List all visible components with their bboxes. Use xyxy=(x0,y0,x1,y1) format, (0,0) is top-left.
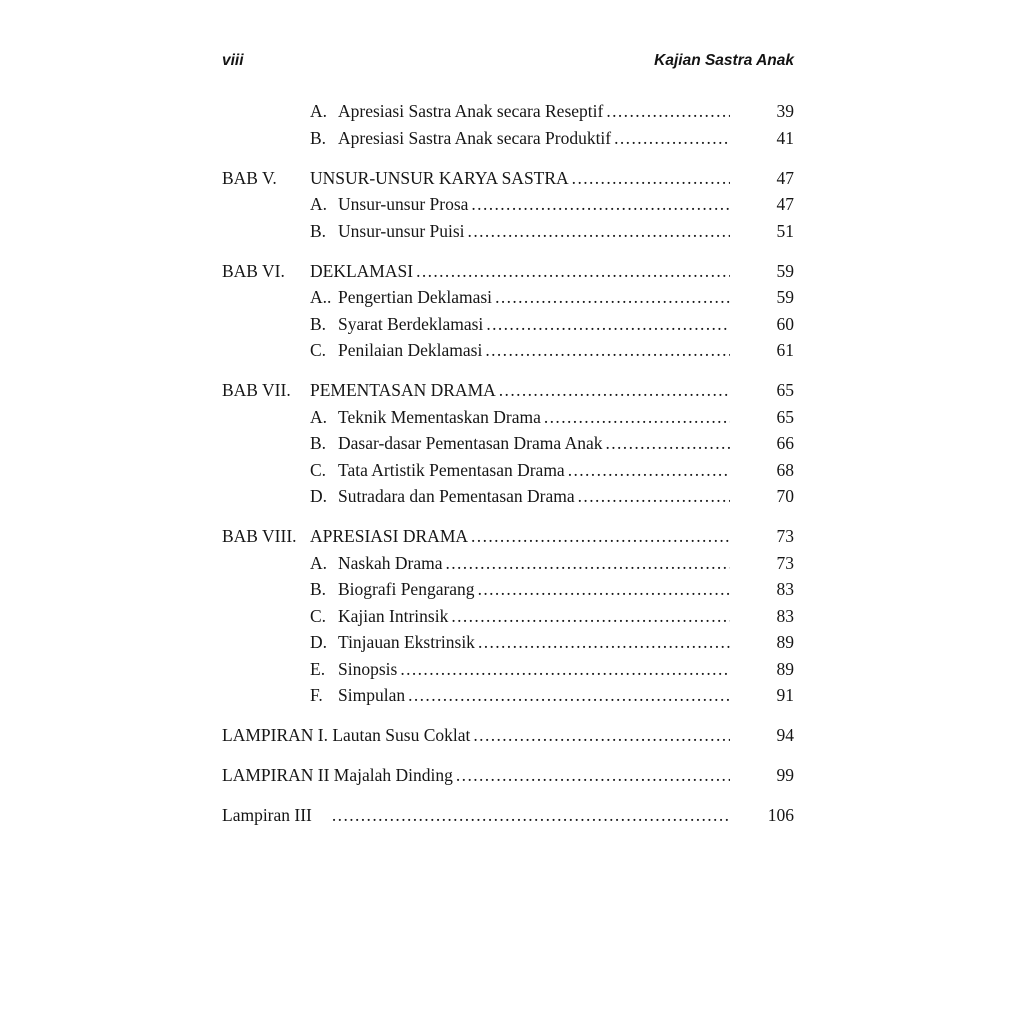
page-ref: 73 xyxy=(776,552,794,573)
page-ref: 99 xyxy=(776,765,794,785)
dot-leader xyxy=(468,218,730,245)
dot-leader xyxy=(495,284,730,311)
dot-leader xyxy=(478,629,730,656)
dot-leader xyxy=(499,377,730,404)
table-of-contents xyxy=(222,98,794,829)
entry-title: Syarat Berdeklamasi xyxy=(338,313,484,334)
toc-row xyxy=(222,191,794,218)
page-ref: 66 xyxy=(776,433,794,453)
toc-row xyxy=(222,483,794,510)
toc-group xyxy=(222,98,794,151)
toc-row xyxy=(222,550,794,577)
toc-row xyxy=(222,576,794,603)
entry-title: LAMPIRAN II Majalah Dinding xyxy=(222,765,453,785)
dot-leader xyxy=(606,98,730,125)
entry-title: DEKLAMASI xyxy=(310,260,414,281)
page-ref: 61 xyxy=(776,340,794,360)
item-letter: A. xyxy=(310,101,328,121)
dot-leader xyxy=(486,311,730,338)
item-letter: D. xyxy=(310,632,328,652)
item-letter: F. xyxy=(310,685,323,705)
entry-title: Dasar-dasar Pementasan Drama Anak xyxy=(338,433,603,453)
page-ref: 60 xyxy=(776,313,794,334)
dot-leader xyxy=(400,656,730,683)
chapter-label: BAB VIII. xyxy=(222,526,297,546)
toc-row xyxy=(222,311,794,338)
item-letter: B. xyxy=(310,433,327,453)
page-content xyxy=(222,52,794,842)
toc-row xyxy=(222,629,794,656)
dot-leader xyxy=(568,457,730,484)
toc-group xyxy=(222,762,794,789)
running-title: Kajian Sastra Anak xyxy=(654,52,794,69)
dot-leader xyxy=(485,337,730,364)
toc-row xyxy=(222,377,794,404)
item-letter: C. xyxy=(310,605,327,626)
page-ref: 47 xyxy=(776,194,794,214)
toc-row xyxy=(222,218,794,245)
entry-title: Apresiasi Sastra Anak secara Reseptif xyxy=(338,101,604,121)
page-ref: 47 xyxy=(776,167,794,188)
dot-leader xyxy=(416,258,730,285)
page-ref: 51 xyxy=(776,220,794,241)
entry-title: PEMENTASAN DRAMA xyxy=(310,380,496,400)
item-letter: A. xyxy=(310,194,328,214)
toc-group xyxy=(222,165,794,245)
item-letter: A. xyxy=(310,552,328,573)
entry-title: Tinjauan Ekstrinsik xyxy=(338,632,475,652)
toc-group xyxy=(222,377,794,510)
toc-group xyxy=(222,523,794,709)
page-ref: 41 xyxy=(776,127,794,148)
item-letter: D. xyxy=(310,486,328,506)
entry-title: Apresiasi Sastra Anak secara Produktif xyxy=(338,127,612,148)
entry-title: Sutradara dan Pementasan Drama xyxy=(338,486,575,506)
entry-title: Pengertian Deklamasi xyxy=(338,287,493,307)
entry-title: Teknik Mementaskan Drama xyxy=(338,406,541,427)
item-letter: B. xyxy=(310,220,327,241)
page-ref: 59 xyxy=(776,260,794,281)
toc-row xyxy=(222,762,794,789)
toc-row xyxy=(222,258,794,285)
item-letter: B. xyxy=(310,127,327,148)
entry-title: Unsur-unsur Puisi xyxy=(338,220,465,241)
page-ref: 83 xyxy=(776,605,794,626)
entry-title: Kajian Intrinsik xyxy=(338,605,449,626)
toc-row xyxy=(222,523,794,550)
toc-row xyxy=(222,98,794,125)
toc-group xyxy=(222,802,794,829)
toc-row xyxy=(222,125,794,152)
item-letter: B. xyxy=(310,313,327,334)
dot-leader xyxy=(445,550,730,577)
dot-leader xyxy=(471,191,730,218)
item-letter: B. xyxy=(310,579,327,599)
item-letter: A.. xyxy=(310,287,332,307)
entry-title: Sinopsis xyxy=(338,658,398,679)
toc-row xyxy=(222,284,794,311)
item-letter: C. xyxy=(310,340,327,360)
page-header xyxy=(222,52,794,70)
page-ref: 73 xyxy=(776,526,794,546)
entry-title: Tata Artistik Pementasan Drama xyxy=(338,459,565,480)
dot-leader xyxy=(332,802,730,829)
page-ref: 94 xyxy=(776,725,794,745)
page-ref: 65 xyxy=(776,406,794,427)
item-letter: E. xyxy=(310,658,326,679)
toc-row xyxy=(222,457,794,484)
entry-title: Unsur-unsur Prosa xyxy=(338,194,469,214)
entry-title: Simpulan xyxy=(338,685,406,705)
page-ref: 83 xyxy=(776,579,794,599)
entry-title: UNSUR-UNSUR KARYA SASTRA xyxy=(310,167,569,188)
page-ref: 106 xyxy=(767,805,794,825)
toc-row xyxy=(222,682,794,709)
dot-leader xyxy=(544,404,730,431)
entry-title: Penilaian Deklamasi xyxy=(338,340,483,360)
toc-row xyxy=(222,802,794,829)
entry-title: LAMPIRAN I. Lautan Susu Coklat xyxy=(222,725,471,745)
entry-title: Naskah Drama xyxy=(338,552,443,573)
toc-group xyxy=(222,258,794,364)
toc-row xyxy=(222,430,794,457)
dot-leader xyxy=(478,576,730,603)
dot-leader xyxy=(456,762,730,789)
toc-row xyxy=(222,656,794,683)
page-ref: 68 xyxy=(776,459,794,480)
toc-row xyxy=(222,165,794,192)
chapter-label: BAB VII. xyxy=(222,380,291,400)
page-ref: 89 xyxy=(776,632,794,652)
chapter-label: BAB V. xyxy=(222,167,277,188)
page-ref: 59 xyxy=(776,287,794,307)
dot-leader xyxy=(572,165,730,192)
page-ref: 70 xyxy=(776,486,794,506)
page-number-label: viii xyxy=(222,52,244,69)
item-letter: C. xyxy=(310,459,327,480)
dot-leader xyxy=(614,125,730,152)
entry-title: APRESIASI DRAMA xyxy=(310,526,469,546)
dot-leader xyxy=(408,682,730,709)
page-ref: 89 xyxy=(776,658,794,679)
dot-leader xyxy=(451,603,730,630)
toc-row xyxy=(222,404,794,431)
dot-leader xyxy=(471,523,730,550)
item-letter: A. xyxy=(310,406,328,427)
entry-title: Biografi Pengarang xyxy=(338,579,475,599)
dot-leader xyxy=(605,430,730,457)
chapter-label: BAB VI. xyxy=(222,260,285,281)
toc-row xyxy=(222,337,794,364)
dot-leader xyxy=(473,722,730,749)
page-ref: 91 xyxy=(776,685,794,705)
toc-row xyxy=(222,603,794,630)
dot-leader xyxy=(578,483,730,510)
page-ref: 39 xyxy=(776,101,794,121)
entry-title: Lampiran III xyxy=(222,805,312,825)
page-ref: 65 xyxy=(776,380,794,400)
toc-row xyxy=(222,722,794,749)
toc-group xyxy=(222,722,794,749)
